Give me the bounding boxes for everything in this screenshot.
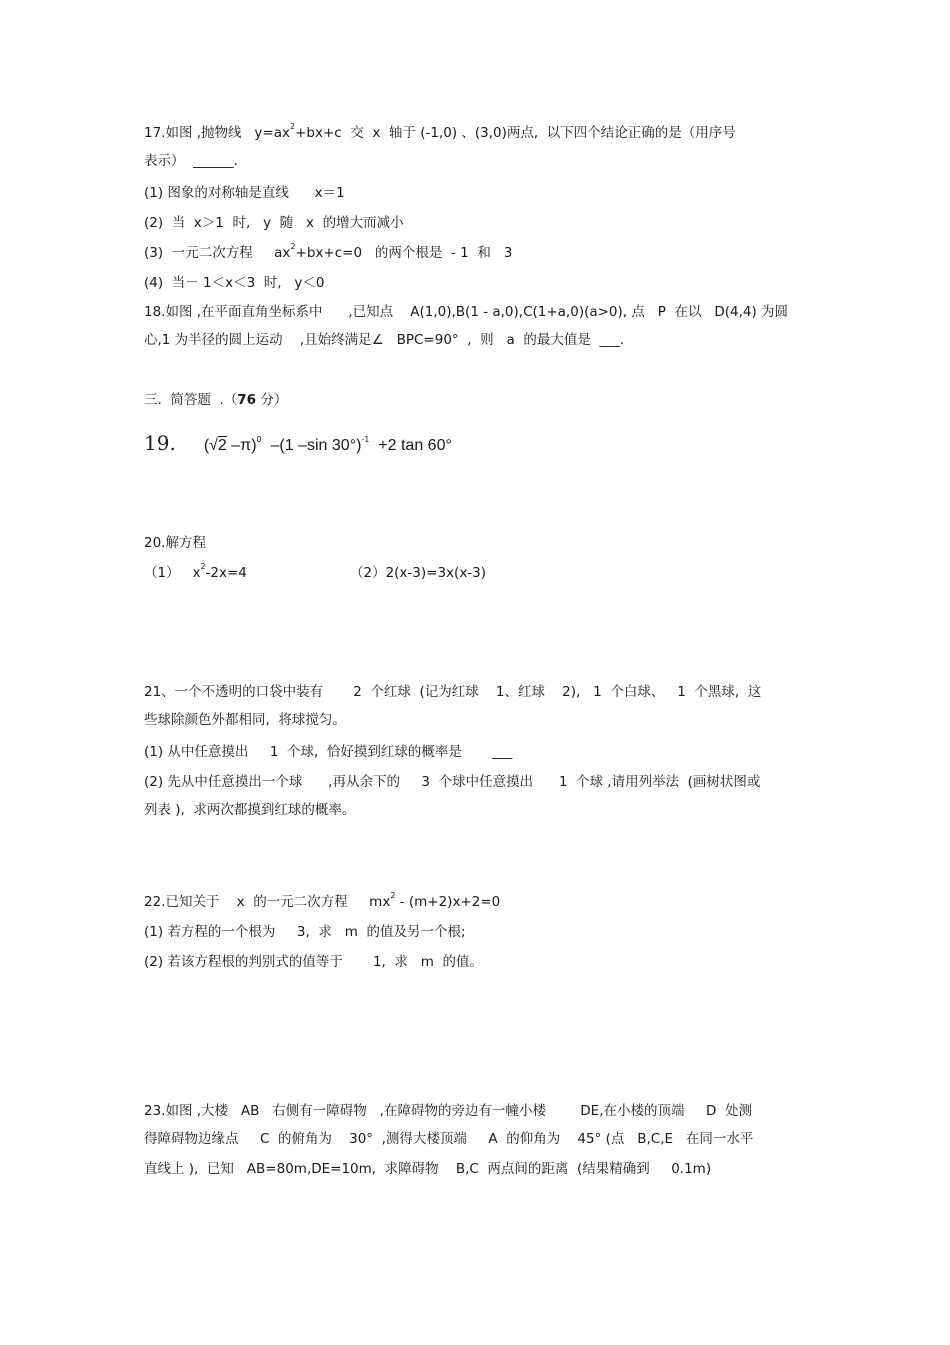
q19-exponent-0: 0 <box>256 435 262 444</box>
q22-text-a: 22.已知关于 x 的一元二次方程 mx <box>144 894 391 910</box>
q23-line-1: 23.如图 ,大楼 AB 右侧有一障碍物 ,在障碍物的旁边有一幢小楼 DE,在小楼的顶端 D 处测 <box>144 1103 752 1119</box>
q17-option-3-exponent: 2 <box>290 242 296 251</box>
q20-part-1-exponent: 2 <box>200 562 206 571</box>
q17-exponent: 2 <box>290 122 296 131</box>
q22-line-3: (2) 若该方程根的判别式的值等于 1, 求 m 的值。 <box>144 954 484 970</box>
q22-line-1 <box>144 892 500 912</box>
q23-line-3: 直线上 ), 已知 AB=80m,DE=10m, 求障碍物 B,C 两点间的距离 (结果精确到 0.1m) <box>144 1161 712 1177</box>
q17-text-a: 17.如图 ,抛物线 y=ax <box>144 125 290 141</box>
q20-part-1-text-a: （1） x <box>144 565 201 581</box>
q19-part-2: –π) <box>226 437 257 454</box>
q21-line-4: (2) 先从中任意摸出一个球 ,再从余下的 3 个球中任意摸出 1 个球 ,请用列举法 (画树状图或 <box>144 774 761 790</box>
section-3-heading <box>144 390 287 410</box>
q20-part-1-text-b: -2x=4 <box>205 565 247 581</box>
section-3-suffix: 分） <box>256 392 288 408</box>
q21-line-2: 些球除颜色外都相同, 将球搅匀。 <box>144 712 346 728</box>
q21-line-5: 列表 ), 求两次都摸到红球的概率。 <box>144 802 356 818</box>
q21-line-3: (1) 从中任意摸出 1 个球, 恰好摸到红球的概率是 ___ <box>144 744 513 760</box>
q19-sqrt-sign: √ <box>209 437 218 454</box>
q18-line-2: 心,1 为半径的圆上运动 ,且始终满足∠ BPC=90° , 则 a 的最大值是 ___. <box>144 332 624 348</box>
q17-option-1: (1) 图象的对称轴是直线 x＝1 <box>144 185 345 201</box>
q22-text-b: - (m+2)x+2=0 <box>395 894 501 910</box>
q17-line-2: 表示） ______. <box>144 153 238 169</box>
q19-exponent-neg1: -1 <box>361 435 370 444</box>
q17-line-1 <box>144 123 736 143</box>
q17-option-2: (2) 当 x＞1 时, y 随 x 的增大而减小 <box>144 215 404 231</box>
q19-part-4: +2 tan 60° <box>369 437 452 454</box>
q20-part-2: （2）2(x-3)=3x(x-3) <box>350 565 487 581</box>
q19-expression <box>144 430 452 459</box>
q22-line-2: (1) 若方程的一个根为 3, 求 m 的值及另一个根; <box>144 924 466 940</box>
q17-option-3 <box>144 243 512 263</box>
q19-open-paren: ( <box>203 437 210 454</box>
q22-exponent: 2 <box>390 891 396 900</box>
q20-title: 20.解方程 <box>144 535 206 551</box>
q17-text-b: +bx+c 交 x 轴于 (-1,0) 、(3,0)两点, 以下四个结论正确的是（用序号 <box>295 125 736 141</box>
section-3-score: 76 <box>237 392 257 408</box>
q20-part-1 <box>144 563 247 583</box>
q19-part-3: –(1 –sin 30°) <box>261 437 362 454</box>
q23-line-2: 得障碍物边缘点 C 的俯角为 30° ,测得大楼顶端 A 的仰角为 45° (点 B,C,E 在同一水平 <box>144 1131 754 1147</box>
section-3-prefix: 三. 简答题 .（ <box>144 392 238 408</box>
q19-sqrt-value: 2 <box>217 437 227 454</box>
q18-line-1: 18.如图 ,在平面直角坐标系中 ,已知点 A(1,0),B(1 - a,0),C(1+a,0)(a>0), 点 P 在以 D(4,4) 为圆 <box>144 304 789 320</box>
q17-option-3-text-a: (3) 一元二次方程 ax <box>144 245 291 261</box>
q19-number: 19. <box>144 431 176 455</box>
q21-line-1: 21、一个不透明的口袋中装有 2 个红球 (记为红球 1、红球 2), 1 个白球、 1 个黑球, 这 <box>144 684 762 700</box>
q17-option-3-text-b: +bx+c=0 的两个根是 - 1 和 3 <box>295 245 513 261</box>
q17-option-4: (4) 当－ 1＜x＜3 时, y＜0 <box>144 275 325 291</box>
